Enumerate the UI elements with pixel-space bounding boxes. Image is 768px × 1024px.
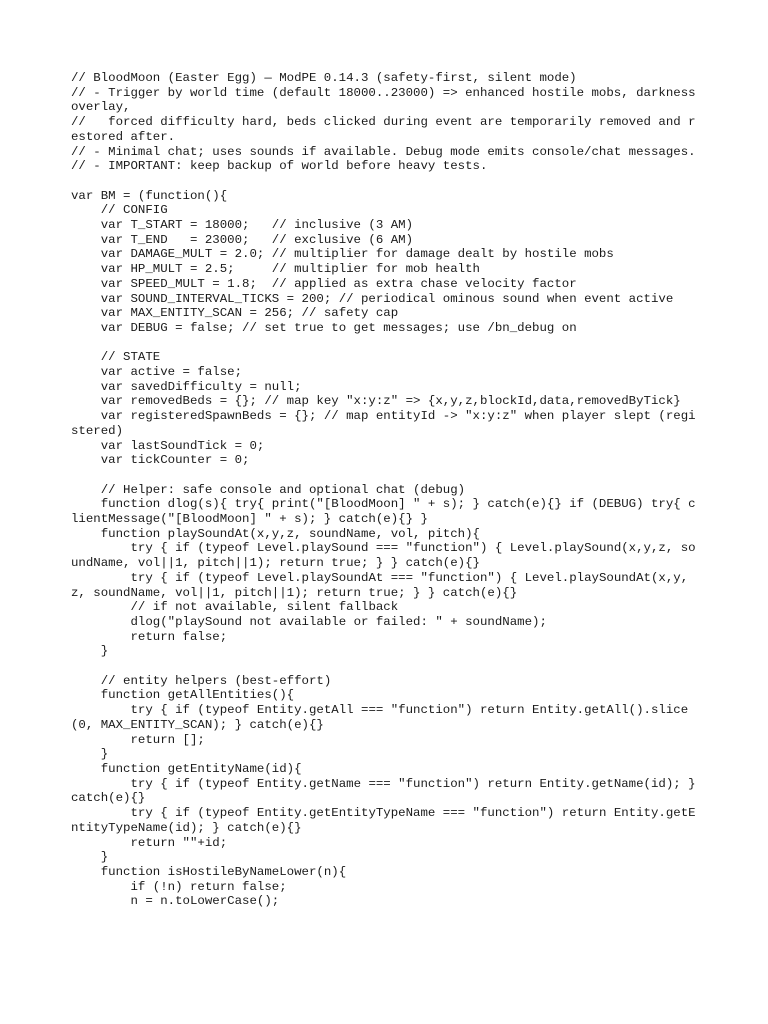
code-line: // - Trigger by world time (default 18000..23000) => enhanced hostile mobs, darkness overlay, (71, 85, 704, 115)
code-line: // - Minimal chat; uses sounds if available. Debug mode emits console/chat messages. (71, 144, 696, 159)
code-line: var DAMAGE_MULT = 2.0; // multiplier for damage dealt by hostile mobs (71, 247, 614, 262)
code-line: var lastSoundTick = 0; (71, 438, 265, 453)
code-line: var registeredSpawnBeds = {}; // map entityId -> "x:y:z" when player slept (registered) (71, 409, 696, 438)
code-line: // CONFIG (71, 203, 168, 218)
code-line: // Helper: safe console and optional chat (debug) (71, 482, 466, 497)
code-line: return false; (71, 629, 228, 644)
code-line: try { if (typeof Entity.getEntityTypeName === "function") return Entity.getEntityTypeName(id); } catch(e){} (71, 806, 696, 835)
code-line (71, 336, 696, 351)
code-line: } (71, 644, 109, 659)
code-line (71, 659, 696, 674)
code-line: var T_END = 23000; // exclusive (6 AM) (71, 232, 414, 247)
code-line: function isHostileByNameLower(n){ (71, 864, 347, 879)
code-line: try { if (typeof Level.playSound === "function") { Level.playSound(x,y,z, soundName, vol||1, pitch||1); return true; } } catch(e){} (71, 541, 696, 571)
code-line: try { if (typeof Level.playSoundAt === "function") { Level.playSoundAt(x,y,z, soundName, vol||1, pitch||1); return true; } } catch(e){} (71, 570, 689, 600)
code-line: // entity helpers (best-effort) (71, 673, 332, 688)
code-line: dlog("playSound not available or failed: " + soundName); (71, 614, 547, 629)
code-line: // forced difficulty hard, beds clicked during event are temporarily removed and restored after. (71, 115, 696, 144)
code-line: var removedBeds = {}; // map key "x:y:z" => {x,y,z,blockId,data,removedByTick} (71, 394, 681, 409)
code-line: n = n.toLowerCase(); (71, 894, 280, 909)
code-line: // if not available, silent fallback (71, 600, 399, 615)
code-listing (71, 71, 704, 909)
code-line: // BloodMoon (Easter Egg) — ModPE 0.14.3 (safety-first, silent mode) (71, 71, 577, 85)
code-line: var BM = (function(){ (71, 188, 228, 203)
code-line: var tickCounter = 0; (71, 453, 250, 468)
code-line: } (71, 850, 109, 865)
code-line: var active = false; (71, 365, 243, 380)
code-line: var savedDifficulty = null; (71, 379, 302, 394)
code-line: function dlog(s){ try{ print("[BloodMoon] " + s); } catch(e){} if (DEBUG) try{ clientMessage("[BloodMoon] " + s); } catch(e){} } (71, 497, 696, 527)
code-line: if (!n) return false; (71, 879, 287, 894)
code-line: return ""+id; (71, 835, 228, 850)
code-line: // STATE (71, 350, 161, 365)
code-line: } (71, 747, 109, 762)
code-line: // - IMPORTANT: keep backup of world before heavy tests. (71, 159, 488, 174)
code-line: var DEBUG = false; // set true to get messages; use /bn_debug on (71, 320, 577, 335)
code-line: function getEntityName(id){ (71, 761, 302, 776)
code-line: var T_START = 18000; // inclusive (3 AM) (71, 218, 414, 233)
code-line: var HP_MULT = 2.5; // multiplier for mob health (71, 262, 480, 277)
code-line: return []; (71, 732, 205, 747)
code-line (71, 468, 696, 483)
code-line: var SOUND_INTERVAL_TICKS = 200; // periodical ominous sound when event active (71, 291, 674, 306)
code-line: var MAX_ENTITY_SCAN = 256; // safety cap (71, 306, 399, 321)
code-line (71, 174, 696, 189)
code-line: var SPEED_MULT = 1.8; // applied as extra chase velocity factor (71, 276, 577, 291)
code-line: try { if (typeof Entity.getName === "function") return Entity.getName(id); } catch(e){} (71, 776, 704, 806)
code-line: function playSoundAt(x,y,z, soundName, vol, pitch){ (71, 526, 480, 541)
code-line: try { if (typeof Entity.getAll === "function") return Entity.getAll().slice(0, MAX_ENTITY_SCAN); } catch(e){} (71, 703, 689, 732)
code-line: function getAllEntities(){ (71, 688, 295, 703)
